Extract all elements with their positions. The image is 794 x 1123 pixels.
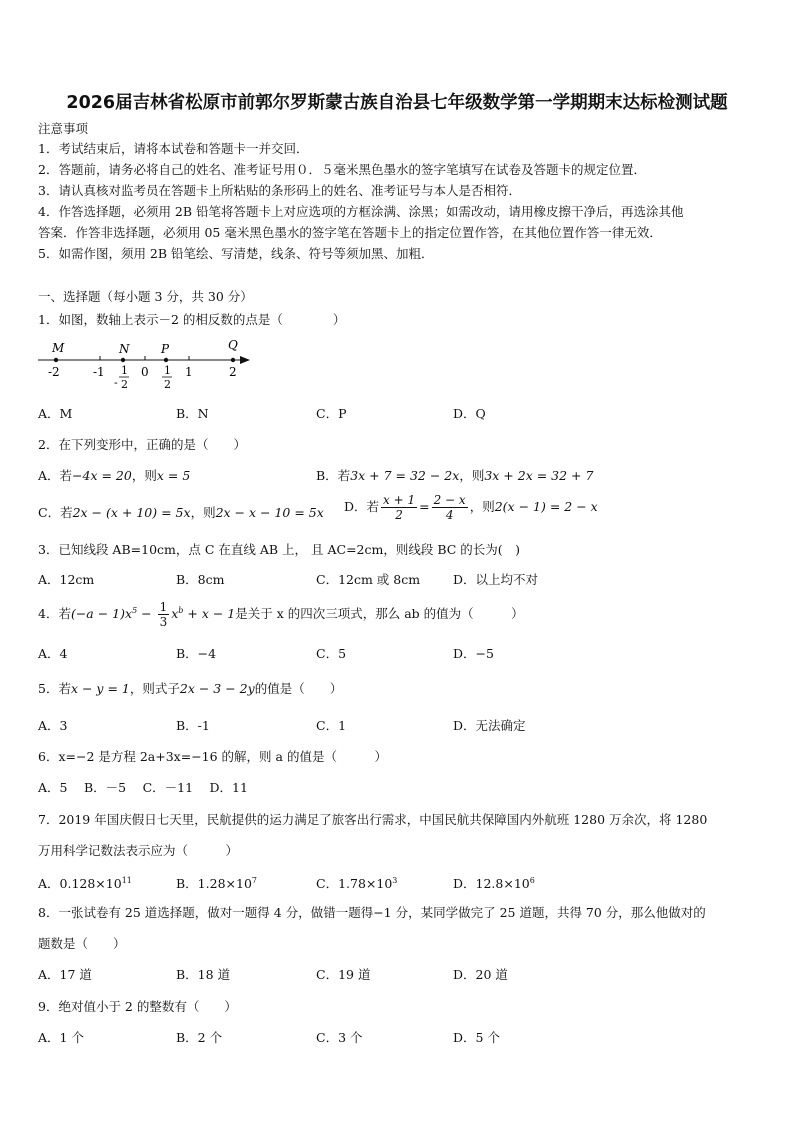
- question-5-stem: 5．若x − y = 1，则式子2x − 3 − 2y的值是（ ）: [38, 681, 343, 696]
- tick-label: -1: [93, 365, 105, 379]
- notice-item: 答案．作答非选择题，必须用 05 毫米黑色墨水的签字笔在答题卡上的指定位置作答，在其他位置作答一律无效．: [38, 225, 662, 240]
- question-4-stem: 4．若$(-a - 1)x^5$ − $\frac{1}{3}$ $x^b + x - 1$是关于 x 的四次三项式，那么 ab 的值为（ ）: [38, 600, 524, 629]
- notice-heading: 注意事项: [38, 121, 89, 136]
- option: C．$1.78\times 10^3$: [316, 876, 398, 892]
- point-label-p: P: [161, 342, 170, 356]
- tick-label: -2: [48, 365, 60, 379]
- option: C．5: [316, 646, 347, 661]
- notice-item: 1．考试结束后，请将本试卷和答题卡一并交回．: [38, 141, 309, 156]
- fraction: $\frac{x + 1}{2}$: [383, 493, 416, 522]
- option: A．12cm: [38, 572, 95, 587]
- option: A．M: [38, 406, 73, 421]
- option: C．P: [316, 406, 347, 421]
- option: A．1 个: [38, 1030, 84, 1045]
- question-9-stem: 9．绝对值小于 2 的整数有（ ）: [38, 999, 237, 1014]
- option: B．−4: [176, 646, 217, 661]
- fraction: $\frac{2 - x}{4}$: [433, 493, 466, 522]
- option: A．4: [38, 646, 68, 661]
- option: A．若−4x = 20，则x = 5: [38, 468, 191, 483]
- option: C．12cm 或 8cm: [316, 572, 421, 587]
- option: D．以上均不对: [453, 572, 539, 587]
- fraction: $\frac{1}{3}$: [159, 600, 168, 629]
- option: C．1: [316, 718, 347, 733]
- minus-sign: -: [114, 376, 118, 389]
- page-title: 2026届吉林省松原市前郭尔罗斯蒙古族自治县七年级数学第一学期期末达标检测试题: [66, 93, 728, 113]
- tick-label: 1: [185, 365, 193, 379]
- point-label-m: M: [52, 341, 65, 355]
- notice-item: 5．如需作图，须用 2B 铅笔绘、写清楚，线条、符号等须加黑、加粗．: [38, 246, 434, 261]
- option: B．2 个: [176, 1030, 223, 1045]
- question-8-line: 题数是（ ）: [38, 936, 126, 951]
- notice-item: 2．答题前，请务必将自己的姓名、准考证号用０．５毫米黑色墨水的签字笔填写在试卷及答题卡的规定位置．: [38, 162, 646, 177]
- option: B．若3x + 7 = 32 − 2x，则3x + 2x = 32 + 7: [316, 468, 594, 483]
- question-2-stem: 2．在下列变形中，正确的是（ ）: [38, 437, 246, 452]
- option: D．无法确定: [453, 718, 526, 733]
- point-n-dot: [121, 358, 125, 362]
- point-m-dot: [54, 358, 58, 362]
- option: C．3 个: [316, 1030, 363, 1045]
- option: D．5 个: [453, 1030, 500, 1045]
- option: C．19 道: [316, 967, 371, 982]
- fraction-denominator: 2: [121, 378, 128, 391]
- question-7-line: 万用科学记数法表示应为（ ）: [38, 843, 239, 858]
- number-line-figure: [36, 336, 256, 394]
- option: C．若2x − (x + 10) = 5x，则2x − x − 10 = 5x: [38, 505, 324, 520]
- notice-item: 3．请认真核对监考员在答题卡上所粘贴的条形码上的姓名、准考证号与本人是否相符．: [38, 183, 521, 198]
- arrow-icon: [240, 356, 250, 364]
- option: D．−5: [453, 646, 494, 661]
- option: B．N: [176, 406, 209, 421]
- option: B．$1.28\times 10^7$: [176, 876, 257, 892]
- option: D．Q: [453, 406, 486, 421]
- notice-item: 4．作答选择题，必须用 2B 铅笔将答题卡上对应选项的方框涂满、涂黑；如需改动，请用橡皮擦干净后，再选涂其他: [38, 204, 684, 219]
- option: D．$12.8\times 10^6$: [453, 876, 535, 892]
- tick-label: 2: [229, 365, 237, 379]
- option: B．8cm: [176, 572, 225, 587]
- option-row: A．5 B．－5 C．－11 D．11: [38, 780, 248, 795]
- point-q-dot: [231, 358, 235, 362]
- option: B．-1: [176, 718, 210, 733]
- tick-label: 0: [141, 365, 149, 379]
- question-7-line: 7．2019 年国庆假日七天里，民航提供的运力满足了旅客出行需求，中国民航共保障国内外航班 1280 万余次，将 1280: [38, 812, 708, 827]
- point-label-n: N: [119, 342, 130, 356]
- fraction-denominator: 2: [164, 378, 171, 391]
- option: A．17 道: [38, 967, 92, 982]
- option: D．20 道: [453, 967, 508, 982]
- option: D．若 $\frac{x + 1}{2}$ = $\frac{2 - x}{4}$ ，则2(x − 1) = 2 − x: [344, 493, 598, 522]
- question-3-stem: 3．已知线段 AB=10cm，点 C 在直线 AB 上， 且 AC=2cm，则线段 BC 的长为( ): [38, 542, 521, 557]
- option: A．$0.128\times 10^{11}$: [38, 876, 132, 892]
- question-8-line: 8．一张试卷有 25 道选择题，做对一题得 4 分，做错一题得−1 分，某同学做完了 25 道题，共得 70 分，那么他做对的: [38, 905, 706, 920]
- point-p-dot: [164, 358, 168, 362]
- fraction-numerator: 1: [164, 364, 171, 377]
- section-heading: 一、选择题（每小题 3 分，共 30 分）: [38, 289, 253, 304]
- fraction-numerator: 1: [121, 364, 128, 377]
- point-label-q: Q: [228, 338, 238, 352]
- option: A．3: [38, 718, 68, 733]
- option: B．18 道: [176, 967, 231, 982]
- question-1-stem: 1．如图，数轴上表示－2 的相反数的点是（ ）: [38, 312, 346, 327]
- question-6-stem: 6．x=−2 是方程 2a+3x=−16 的解，则 a 的值是（ ）: [38, 749, 387, 764]
